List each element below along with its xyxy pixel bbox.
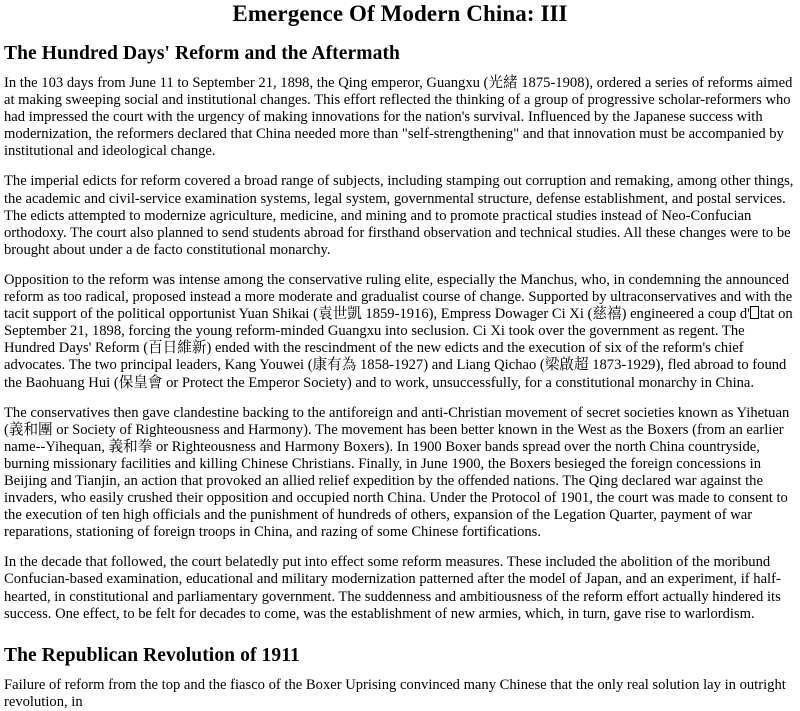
paragraph: In the decade that followed, the court belatedly put into effect some reform measures. These included the abolition of the moribund Confucian-based examination, educational and military modernization patterned after the model of Japan, and an experiment, if half-hearted, in constitutional and parliamentary government. The suddenness and ambitiousness of the reform effort actually hindered its success. One effect, to be felt for decades to come, was the establishment of new armies, which, in turn, gave rise to warlordism. bbox=[4, 554, 781, 622]
missing-glyph-box bbox=[750, 306, 759, 319]
paragraph: The conservatives then gave clandestine backing to the antiforeign and anti-Christian movement of secret societies known as Yihetuan (義和團 or Society of Righteousness and Harmony). The movement has been better known in the West as the Boxers (from an earlier name--Yihequan, 義和拳 or Righteousness and Harmony Boxers). In 1900 Boxer bands spread over the north China countryside, burning missionary facilities and killing Chinese Christians. Finally, in June 1900, the Boxers besieged the foreign concessions in Beijing and Tianjin, an action that provoked an allied relief expedition by the offended nations. The Qing declared war against the invaders, who easily crushed their opposition and occupied north China. Under the Protocol of 1901, the court was made to consent to the execution of ten high officials and the punishment of hundreds of others, expansion of the Legation Quarter, payment of war reparations, stationing of foreign troops in China, and razing of some Chinese fortifications. bbox=[4, 404, 790, 541]
paragraph: In the 103 days from June 11 to September 21, 1898, the Qing emperor, Guangxu (光緒 1875-1908), ordered a series of reforms aimed at making sweeping social and institutional changes. This effort reflected the thinking of a group of progressive scholar-reformers who had impressed the court with the urgency of making innovations for the nation's survival. Influenced by the Japanese success with modernization, the reformers declared that China needed more than "self-strengthening" and that innovation must be accompanied by institutional and ideological change. bbox=[4, 75, 793, 160]
section-heading-hundred-days: The Hundred Days' Reform and the Aftermath bbox=[4, 43, 400, 64]
paragraph: The imperial edicts for reform covered a broad range of subjects, including stamping out corruption and remaking, among other things, the academic and civil-service examination systems, legal system, governmental structure, defense establishment, and postal services. The edicts attempted to modernize agriculture, medicine, and mining and to promote practical studies instead of Neo-Confucian orthodoxy. The court also planned to send students abroad for firsthand observation and technical studies. All these changes were to be brought about under a de facto constitutional monarchy. bbox=[4, 173, 794, 258]
paragraph: Opposition to the reform was intense among the conservative ruling elite, especially the Manchus, who, in condemning the announced reform as too radical, proposed instead a more moderate and gradualist course of change. Supported by ultraconservatives and with the tacit support of the political opportunist Yuan Shikai (袁世凱 1859-1916), Empress Dowager Ci Xi (慈禧) engineered a coup d' tat on September 21, 1898, forcing the young reform-minded Guangxu into seclusion. Ci Xi took over the government as regent. The Hundred Days' Reform (百日維新) ended with the rescindment of the new edicts and the execution of six of the reform's chief advocates. The two principal leaders, Kang Youwei (康有為 1858-1927) and Liang Qichao (梁啟超 1873-1929), fled abroad to found the Baohuang Hui (保皇會 or Protect the Emperor Society) and to work, unsuccessfully, for a constitutional monarchy in China. bbox=[4, 271, 793, 391]
page-title: Emergence Of Modern China: III bbox=[232, 1, 568, 26]
paragraph: Failure of reform from the top and the fiasco of the Boxer Uprising convinced many Chinese that the only real solution lay in outright revolution, in bbox=[4, 676, 786, 710]
section-heading-republican-revolution: The Republican Revolution of 1911 bbox=[4, 644, 300, 666]
